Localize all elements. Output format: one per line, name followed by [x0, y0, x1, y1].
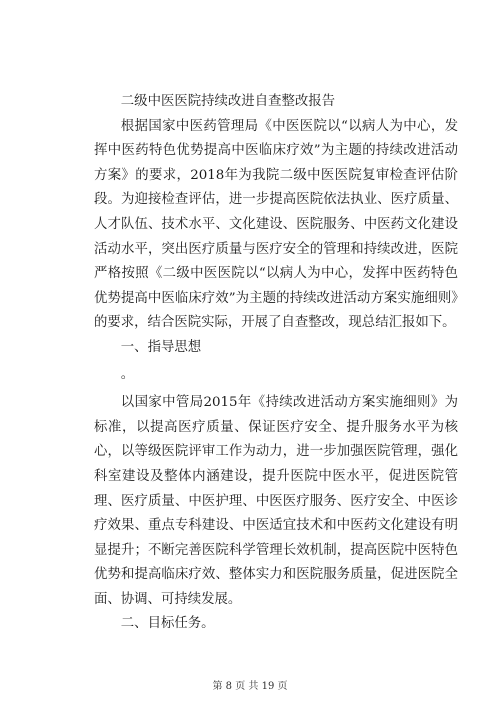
section-heading-1: 一、指导思想 — [120, 339, 202, 355]
intro-paragraph: 根据国家中医药管理局《中医医院以“以病人为中心，发挥中医药特色优势提高中医临床疗效”为主题的持续改进活动方案》的要求，2018年为我院二级中医医院复审检查评估阶段。为迎接检查评估，进一步提高医院依法执业、医疗质量、人才队伍、技术水平、文化建设、医院服务、中医药文化建设活动水平，突出医疗质量与医疗安全的管理和持续改进，医院严格按照《二级中医医院以“以病人为中心，发挥中医药特色优势提高中医临床疗效”为主题的持续改进活动方案实施细则》的要求，结合医院实际，开展了自查整改，现总结汇报如下。 — [94, 118, 458, 331]
section-heading-2: 二、目标任务。 — [120, 616, 215, 632]
section-body-1: 以国家中管局2015年《持续改进活动方案实施细则》为标准，以提高医疗质量、保证医疗安全、提升服务水平为核心，以等级医院评审工作为动力，进一步加强医院管理，强化科室建设及整体内涵建设，提升医院中医水平，促进医院管理、医疗质量、中医护理、中医医疗服务、医疗安全、中医诊疗效果、重点专科建设、中医适宜技术和中医药文化建设有明显提升；不断完善医院科学管理长效机制，提高医院中医特色优势和提高临床疗效、整体实力和医院服务质量，促进医院全面、协调、可持续发展。 — [94, 395, 458, 607]
page-footer: 第 8 页 共 19 页 — [212, 681, 288, 692]
section-mark: 。 — [120, 366, 135, 382]
document-body — [94, 90, 458, 637]
document-title: 二级中医医院持续改进自查整改报告 — [120, 94, 336, 109]
